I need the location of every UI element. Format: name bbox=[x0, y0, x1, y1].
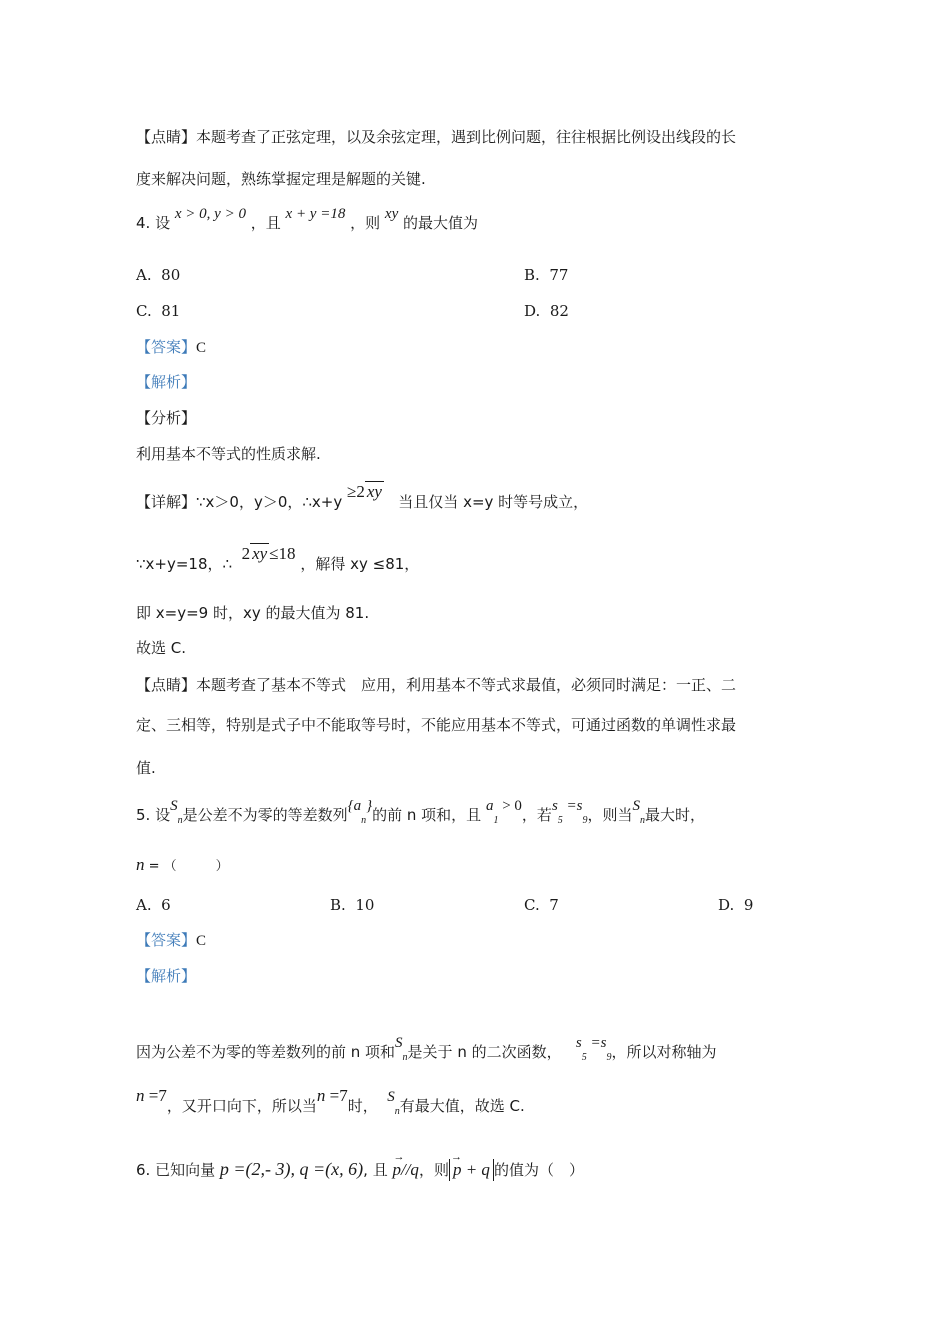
note-line-2: 度来解决问题，熟练掌握定理是解题的关键. bbox=[136, 170, 426, 188]
question-6-stem: 6. 已知向量 p =(2,- 3), q =(x, 6), 且 → p//q，则 → p + q 的值为（ ） bbox=[136, 1151, 584, 1179]
question-4-stem: 4. 设 x > 0, y > 0 ，且 x + y =18 ，则 xy 的最大值为 bbox=[136, 206, 479, 232]
note-2-line-2: 定、三相等，特别是式子中不能取等号时，不能应用基本不等式，可通过函数的单调性求最 bbox=[136, 716, 737, 734]
sqrt-xy: xy bbox=[366, 482, 382, 501]
condition-sum: x + y =18 bbox=[285, 206, 346, 222]
option-c: C. 7 bbox=[524, 896, 559, 914]
option-d: D. 82 bbox=[524, 302, 569, 320]
answer-value: C bbox=[196, 340, 207, 356]
question-number: 5. bbox=[136, 806, 151, 824]
sqrt-xy-2: xy bbox=[252, 544, 268, 563]
analysis-tag: 【解析】 bbox=[136, 967, 197, 985]
option-b: B. 77 bbox=[524, 266, 569, 284]
answer-tag: 【答案】 bbox=[136, 338, 197, 356]
option-d: D. 9 bbox=[718, 896, 754, 914]
detail-line-1: 【详解】∵x＞0，y＞0，∴x+y ≥2 xy 当且仅当 x=y 时等号成立， bbox=[136, 482, 589, 511]
note-2-line-3: 值. bbox=[136, 759, 156, 777]
analysis-tag: 【解析】 bbox=[136, 373, 197, 391]
question-number: 6. bbox=[136, 1161, 151, 1179]
note-line-1: 【点睛】本题考查了正弦定理，以及余弦定理，遇到比例问题，往往根据比例设出线段的长 bbox=[136, 128, 737, 146]
question-number: 4. bbox=[136, 214, 151, 232]
explanation-line-1: 因为公差不为零的等差数列的前 n 项和$S_n$是关于 n 的二次函数， $s_5 =s_9$，所以对称轴为 bbox=[136, 1035, 717, 1063]
detail-line-2: ∵x+y=18，∴ 2 xy ≤18 ，解得 xy ≤81， bbox=[136, 544, 420, 573]
product-expr: xy bbox=[384, 206, 399, 222]
answer-line bbox=[136, 929, 206, 952]
condition-positive: x > 0, y > 0 bbox=[174, 206, 246, 222]
note-2-line-1: 【点睛】本题考查了基本不等式 应用，利用基本不等式求最值，必须同时满足：一正、二 bbox=[136, 676, 737, 694]
vector-sum-magnitude: → p + q bbox=[449, 1159, 494, 1181]
question-5-stem: 5. 设$S_n$是公差不为零的等差数列$\{a_n\}$的前 n 项和，且 $a_1 > 0$，若$s_5 =s_9$，则当$S_n$最大时， bbox=[136, 798, 706, 826]
answer-value: C bbox=[196, 933, 207, 949]
option-b: B. 10 bbox=[330, 896, 375, 914]
vector-definition: p =(2,- 3), q =(x, 6) bbox=[219, 1159, 364, 1179]
option-a: A. 80 bbox=[136, 266, 181, 284]
detail-line-4: 故选 C. bbox=[136, 639, 187, 657]
option-c: C. 81 bbox=[136, 302, 181, 320]
answer-line bbox=[136, 336, 206, 359]
answer-tag: 【答案】 bbox=[136, 931, 197, 949]
fenxi-text: 利用基本不等式的性质求解. bbox=[136, 445, 321, 463]
fenxi-tag: 【分析】 bbox=[136, 409, 197, 427]
question-5-blank: n = （ ） bbox=[136, 855, 229, 874]
option-a: A. 6 bbox=[136, 896, 171, 914]
explanation-line-2: n =7，又开口向下，所以当n =7时， $S_n$有最大值，故选 C. bbox=[136, 1086, 525, 1117]
detail-line-3: 即 x=y=9 时，xy 的最大值为 81. bbox=[136, 604, 370, 622]
parallel-condition: → p//q bbox=[392, 1151, 419, 1179]
